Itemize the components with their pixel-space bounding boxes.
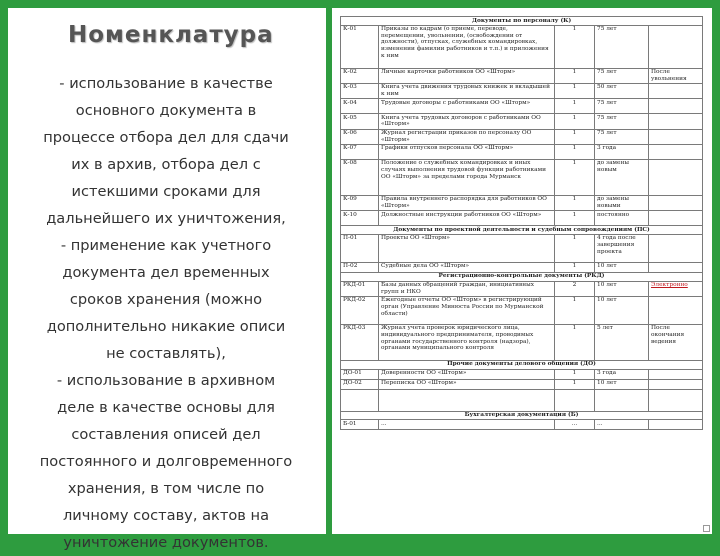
table-row	[341, 211, 703, 226]
title-cell: ...	[379, 420, 555, 430]
section-header: Прочие документы делового общения (ДО)	[341, 360, 703, 369]
title-cell: Базы данных обращений граждан, инициативных групп и НКО	[379, 281, 555, 296]
title-cell: Журнал учета проверок юридического лица, индивидуального предпринимателя, проводимых органами государственного контроля (надзора), органами муниципального контроля	[379, 324, 555, 360]
slide-body-line: уничтожение документов.	[63, 534, 269, 551]
slide-body-line: постоянного и долговременного	[39, 453, 293, 470]
table-row	[341, 234, 703, 262]
table-row	[341, 25, 703, 68]
title-cell: Судебные дела ОО «Шторм»	[379, 262, 555, 272]
slide-body-line: хранения, в том числе по	[67, 480, 265, 497]
count-cell: 1	[555, 68, 595, 83]
count-cell: 1	[555, 379, 595, 389]
note-cell	[649, 389, 703, 411]
table-row	[341, 324, 703, 360]
table-row	[341, 83, 703, 98]
note-cell	[649, 420, 703, 430]
count-cell: 1	[555, 99, 595, 114]
table-row	[341, 144, 703, 159]
section-header-row	[341, 226, 703, 235]
title-cell: Книга учета трудовых договоров с работниками ОО «Шторм»	[379, 114, 555, 129]
count-cell: 1	[555, 83, 595, 98]
table-row	[341, 68, 703, 83]
table-row	[341, 99, 703, 114]
slide-body-line: дальнейшего их уничтожения,	[46, 210, 286, 227]
title-cell: Ежегодные отчеты ОО «Шторм» в регистрирующий орган (Управление Минюста России по Мурманской области)	[379, 296, 555, 324]
section-header: Документы по проектной деятельности и судебным сопровождениям (ПС)	[341, 226, 703, 235]
count-cell: 1	[555, 25, 595, 68]
index-cell: РКД-01	[341, 281, 379, 296]
count-cell: 1	[555, 369, 595, 379]
slide-body	[16, 70, 316, 556]
note-cell: После окончания ведения	[649, 324, 703, 360]
term-cell: 4 года после завершения проекта	[595, 234, 649, 262]
index-cell: ДО-02	[341, 379, 379, 389]
note-cell	[649, 25, 703, 68]
document-image-panel	[332, 8, 712, 534]
term-cell: 10 лет	[595, 281, 649, 296]
term-cell: 50 лет	[595, 83, 649, 98]
term-cell: 75 лет	[595, 68, 649, 83]
title-cell: Проекты ОО «Шторм»	[379, 234, 555, 262]
index-cell: П-01	[341, 234, 379, 262]
table-row	[341, 369, 703, 379]
title-cell: Положение о служебных командировках и иных случаях выполнения трудовой функции работниками ОО «Шторм» за пределами города Мурманск	[379, 159, 555, 195]
slide-text-panel	[8, 8, 326, 551]
note-cell: После увольнения	[649, 68, 703, 83]
note-cell	[649, 159, 703, 195]
count-cell: 2	[555, 281, 595, 296]
index-cell: К-08	[341, 159, 379, 195]
nomenclature-table	[340, 16, 703, 430]
title-cell: Приказы по кадрам (о приеме, переводе, перемещении, увольнении, (освобождении от должности), отпусках, служебных командировках, изменении фамилии работников и т.п.) и приложения к ним	[379, 25, 555, 68]
note-cell	[649, 296, 703, 324]
term-cell: 3 года	[595, 144, 649, 159]
title-cell: Переписка ОО «Шторм»	[379, 379, 555, 389]
index-cell: К-06	[341, 129, 379, 144]
term-cell: 75 лет	[595, 25, 649, 68]
slide-body-line: истекшими сроками для	[71, 183, 261, 200]
term-cell: 3 года	[595, 369, 649, 379]
section-header-row	[341, 17, 703, 26]
index-cell	[341, 389, 379, 411]
title-cell: Книга учета движения трудовых книжек и вкладышей к ним	[379, 83, 555, 98]
index-cell: РКД-03	[341, 324, 379, 360]
slide-body-line: дополнительно никакие описи	[46, 318, 286, 335]
note-cell	[649, 99, 703, 114]
slide-body-line: составления описей дел	[71, 426, 261, 443]
table-row	[341, 420, 703, 430]
term-cell: постоянно	[595, 211, 649, 226]
table-row	[341, 262, 703, 272]
index-cell: П-02	[341, 262, 379, 272]
table-row	[341, 195, 703, 210]
title-cell	[379, 389, 555, 411]
note-cell	[649, 379, 703, 389]
slide-body-line: - применение как учетного	[60, 237, 272, 254]
section-header-row	[341, 411, 703, 420]
index-cell: К-03	[341, 83, 379, 98]
note-cell	[649, 211, 703, 226]
term-cell: 75 лет	[595, 99, 649, 114]
section-header-row	[341, 360, 703, 369]
note-cell	[649, 83, 703, 98]
title-cell: Журнал регистрации приказов по персоналу ОО «Шторм»	[379, 129, 555, 144]
title-cell: Правила внутреннего распорядка для работников ОО «Шторм»	[379, 195, 555, 210]
count-cell: 1	[555, 144, 595, 159]
note-cell	[649, 369, 703, 379]
title-cell: Графики отпусков персонала ОО «Шторм»	[379, 144, 555, 159]
section-header: Бухгалтерская документация (Б)	[341, 411, 703, 420]
slide-body-line: - использование в качестве	[59, 75, 273, 92]
index-cell: ДО-01	[341, 369, 379, 379]
page-corner-mark	[703, 525, 710, 532]
note-cell	[649, 195, 703, 210]
term-cell: 5 лет	[595, 324, 649, 360]
note-cell	[649, 114, 703, 129]
table-row	[341, 379, 703, 389]
section-header: Регистрационно-контрольные документы (РКД)	[341, 272, 703, 281]
count-cell: 1	[555, 159, 595, 195]
term-cell: 10 лет	[595, 296, 649, 324]
term-cell: до замены новыми	[595, 195, 649, 210]
slide-body-line: деле в качестве основы для	[57, 399, 275, 416]
index-cell: К-04	[341, 99, 379, 114]
section-header-row	[341, 272, 703, 281]
table-row	[341, 281, 703, 296]
index-cell: Б-01	[341, 420, 379, 430]
title-cell: Должностные инструкции работников ОО «Шторм»	[379, 211, 555, 226]
slide-body-line: процессе отбора дел для сдачи	[43, 129, 289, 146]
title-cell: Доверенности ОО «Шторм»	[379, 369, 555, 379]
index-cell: К-10	[341, 211, 379, 226]
title-cell: Трудовые договоры с работниками ОО «Шторм»	[379, 99, 555, 114]
slide-body-line: не составлять),	[106, 345, 226, 362]
count-cell: 1	[555, 195, 595, 210]
note-cell	[649, 129, 703, 144]
count-cell: ...	[555, 420, 595, 430]
term-cell: 75 лет	[595, 114, 649, 129]
index-cell: К-02	[341, 68, 379, 83]
note-cell	[649, 262, 703, 272]
table-row	[341, 159, 703, 195]
slide-title: Номенклатура	[68, 22, 274, 48]
count-cell	[555, 389, 595, 411]
count-cell: 1	[555, 129, 595, 144]
index-cell: К-01	[341, 25, 379, 68]
term-cell: ...	[595, 420, 649, 430]
table-row	[341, 114, 703, 129]
note-cell	[649, 234, 703, 262]
table-row	[341, 296, 703, 324]
count-cell: 1	[555, 234, 595, 262]
table-row	[341, 389, 703, 411]
slide-body-line: личному составу, актов на	[62, 507, 270, 524]
count-cell: 1	[555, 262, 595, 272]
title-cell: Личные карточки работников ОО «Шторм»	[379, 68, 555, 83]
index-cell: К-09	[341, 195, 379, 210]
term-cell: 10 лет	[595, 262, 649, 272]
index-cell: К-07	[341, 144, 379, 159]
count-cell: 1	[555, 296, 595, 324]
slide-body-line: основного документа в	[75, 102, 257, 119]
index-cell: РКД-02	[341, 296, 379, 324]
table-row	[341, 129, 703, 144]
note-cell	[649, 144, 703, 159]
slide-body-line: сроков хранения (можно	[69, 291, 263, 308]
index-cell: К-05	[341, 114, 379, 129]
slide-body-line: - использование в архивном	[56, 372, 276, 389]
term-cell: 75 лет	[595, 129, 649, 144]
term-cell: 10 лет	[595, 379, 649, 389]
term-cell	[595, 389, 649, 411]
term-cell: до замены новым	[595, 159, 649, 195]
count-cell: 1	[555, 324, 595, 360]
slide-body-line: их в архив, отбора дел с	[71, 156, 261, 173]
count-cell: 1	[555, 114, 595, 129]
count-cell: 1	[555, 211, 595, 226]
slide-body-line: документа дел временных	[62, 264, 270, 281]
note-cell: Электронно	[649, 281, 703, 296]
section-header: Документы по персоналу (К)	[341, 17, 703, 26]
